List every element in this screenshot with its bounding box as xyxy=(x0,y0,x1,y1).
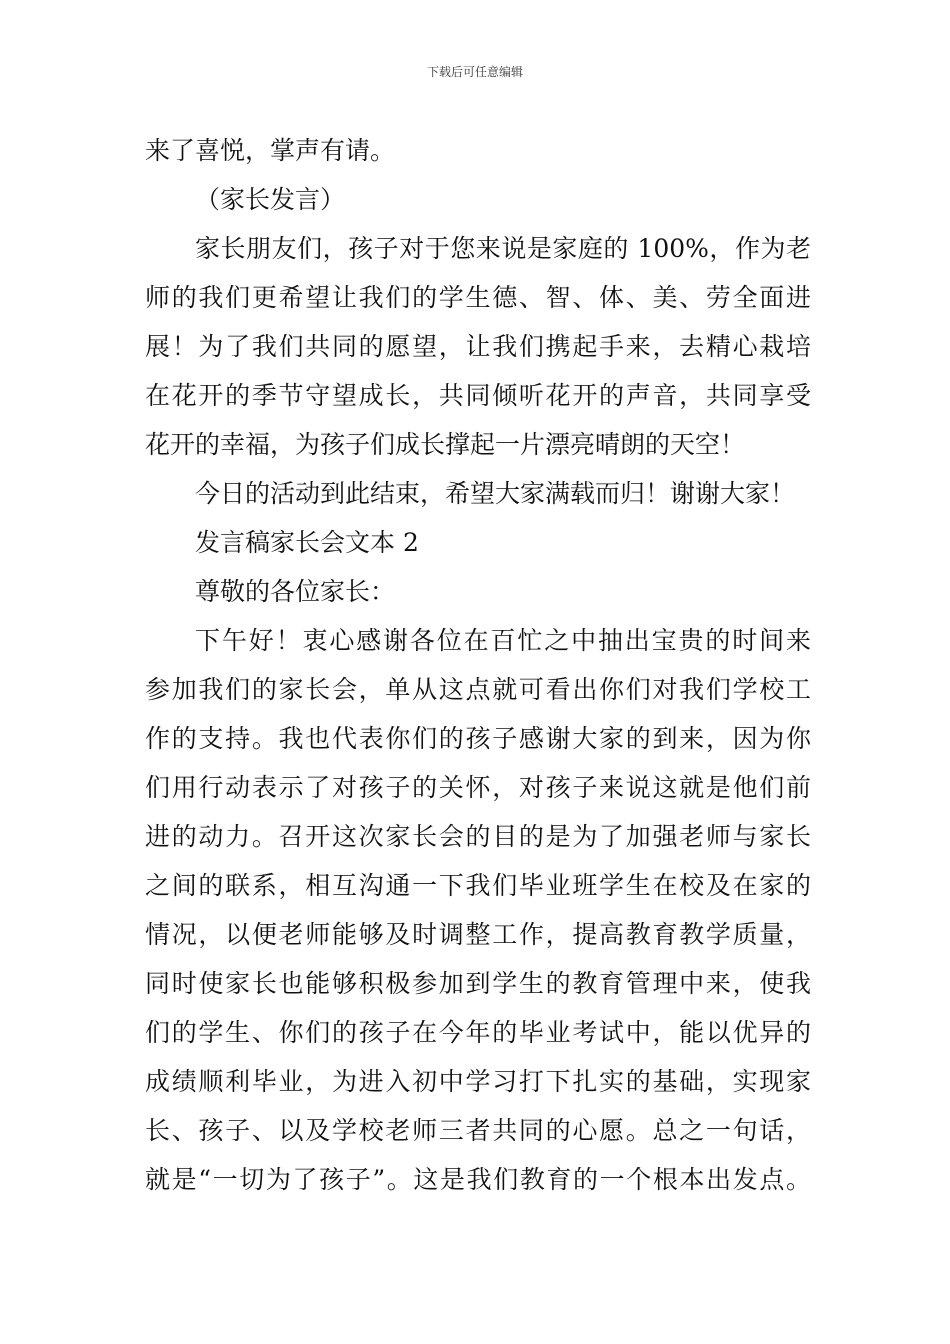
text-line: 今日的活动到此结束，希望大家满载而归！谢谢大家！ xyxy=(195,479,796,508)
page-header: 下载后可任意编辑 xyxy=(426,65,523,79)
text-line: 同时使家长也能够积极参加到学生的教育管理中来，使我 xyxy=(145,969,811,998)
text-line: 成绩顺利毕业，为进入初中学习打下扎实的基础，实现家 xyxy=(145,1067,811,1096)
text-line: 就是“一切为了孩子”。这是我们教育的一个根本出发点。 xyxy=(145,1165,811,1194)
text-line: 下午好！衷心感谢各位在百忙之中抽出宝贵的时间来 xyxy=(195,626,811,655)
text-line: 家长朋友们，孩子对于您来说是家庭的 100%，作为老 xyxy=(195,234,811,263)
text-line: （家长发言） xyxy=(195,185,346,214)
text-line: 参加我们的家长会，单从这点就可看出你们对我们学校工 xyxy=(145,675,811,704)
text-line: 作的支持。我也代表你们的孩子感谢大家的到来，因为你 xyxy=(145,724,811,753)
text-line: 们的学生、你们的孩子在今年的毕业考试中，能以优异的 xyxy=(145,1018,811,1047)
document-body xyxy=(145,126,811,1204)
text-line: 情况，以便老师能够及时调整工作，提高教育教学质量， xyxy=(145,920,811,949)
text-line: 们用行动表示了对孩子的关怀，对孩子来说这就是他们前 xyxy=(145,773,811,802)
text-line: 展！为了我们共同的愿望，让我们携起手来，去精心栽培 xyxy=(145,332,811,361)
text-line: 之间的联系，相互沟通一下我们毕业班学生在校及在家的 xyxy=(145,871,811,900)
text-line: 师的我们更希望让我们的学生德、智、体、美、劳全面进 xyxy=(145,283,811,312)
text-line: 长、孩子、以及学校老师三者共同的心愿。总之一句话， xyxy=(145,1116,811,1145)
text-line: 进的动力。召开这次家长会的目的是为了加强老师与家长 xyxy=(145,822,811,851)
text-line: 尊敬的各位家长： xyxy=(195,577,396,606)
text-line: 发言稿家长会文本 2 xyxy=(195,528,419,557)
text-line: 在花开的季节守望成长，共同倾听花开的声音，共同享受 xyxy=(145,381,811,410)
text-line: 来了喜悦，掌声有请。 xyxy=(145,136,396,165)
text-line: 花开的幸福，为孩子们成长撑起一片漂亮晴朗的天空！ xyxy=(145,430,746,459)
